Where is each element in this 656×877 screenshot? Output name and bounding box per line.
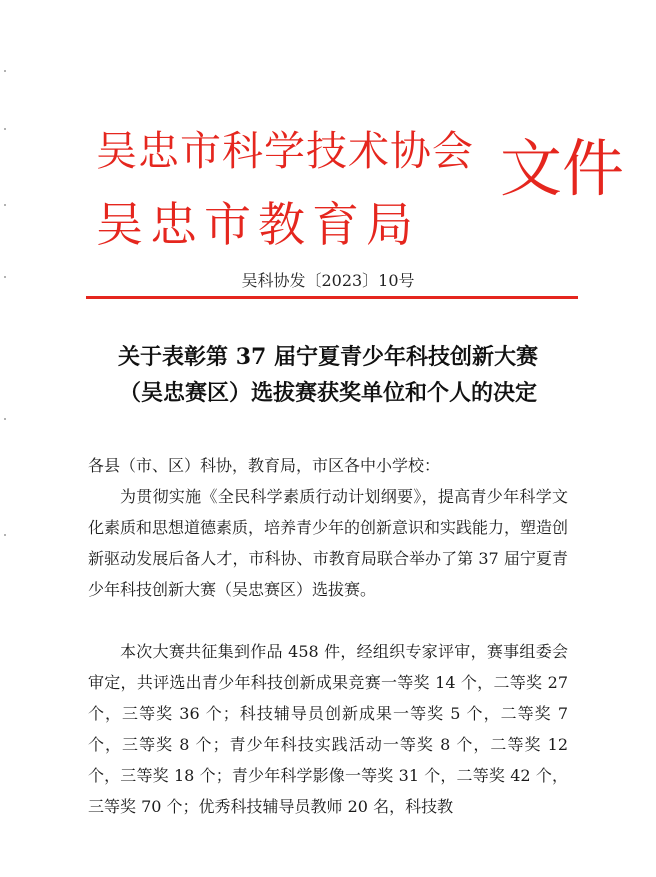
document-number: 吴科协发〔2023〕10号 (241, 271, 415, 290)
scan-specks (4, 0, 10, 877)
document-type-label: 文件 (500, 132, 625, 205)
issuing-org-education-bureau: 吴忠市教育局 (96, 198, 420, 253)
issuing-org-science-association: 吴忠市科学技术协会 (96, 127, 474, 175)
salutation: 各县（市、区）科协，教育局，市区各中小学校： (88, 456, 441, 475)
document-title-line-2: （吴忠赛区）选拔赛获奖单位和个人的决定 (118, 380, 537, 406)
body-paragraph-1: 为贯彻实施《全民科学素质行动计划纲要》，提高青少年科学文化素质和思想道德素质，培养青少年的创新意识和实践能力，塑造创新驱动发展后备人才，市科协、市教育局联合举办了第 37 届宁夏青少年科技创新大赛（吴忠赛区）选拔赛。 (88, 487, 569, 599)
body-paragraph-2: 本次大赛共征集到作品 458 件，经组织专家评审，赛事组委会审定，共评选出青少年科技创新成果竞赛一等奖 14 个，二等奖 27 个，三等奖 36 个；科技辅导员创新成果一等奖 5 个，二等奖 7 个，三等奖 8 个；青少年科技实践活动一等奖 8 个，二等奖 12 个，三等奖 18 个；青少年科学影像一等奖 31 个，二等奖 42 个，三等奖 70 个；优秀科技辅导员教师 20 名，科技教 (88, 642, 568, 816)
document-title-line-1: 关于表彰第 37 届宁夏青少年科技创新大赛 (118, 344, 538, 370)
red-header-divider (86, 296, 578, 299)
